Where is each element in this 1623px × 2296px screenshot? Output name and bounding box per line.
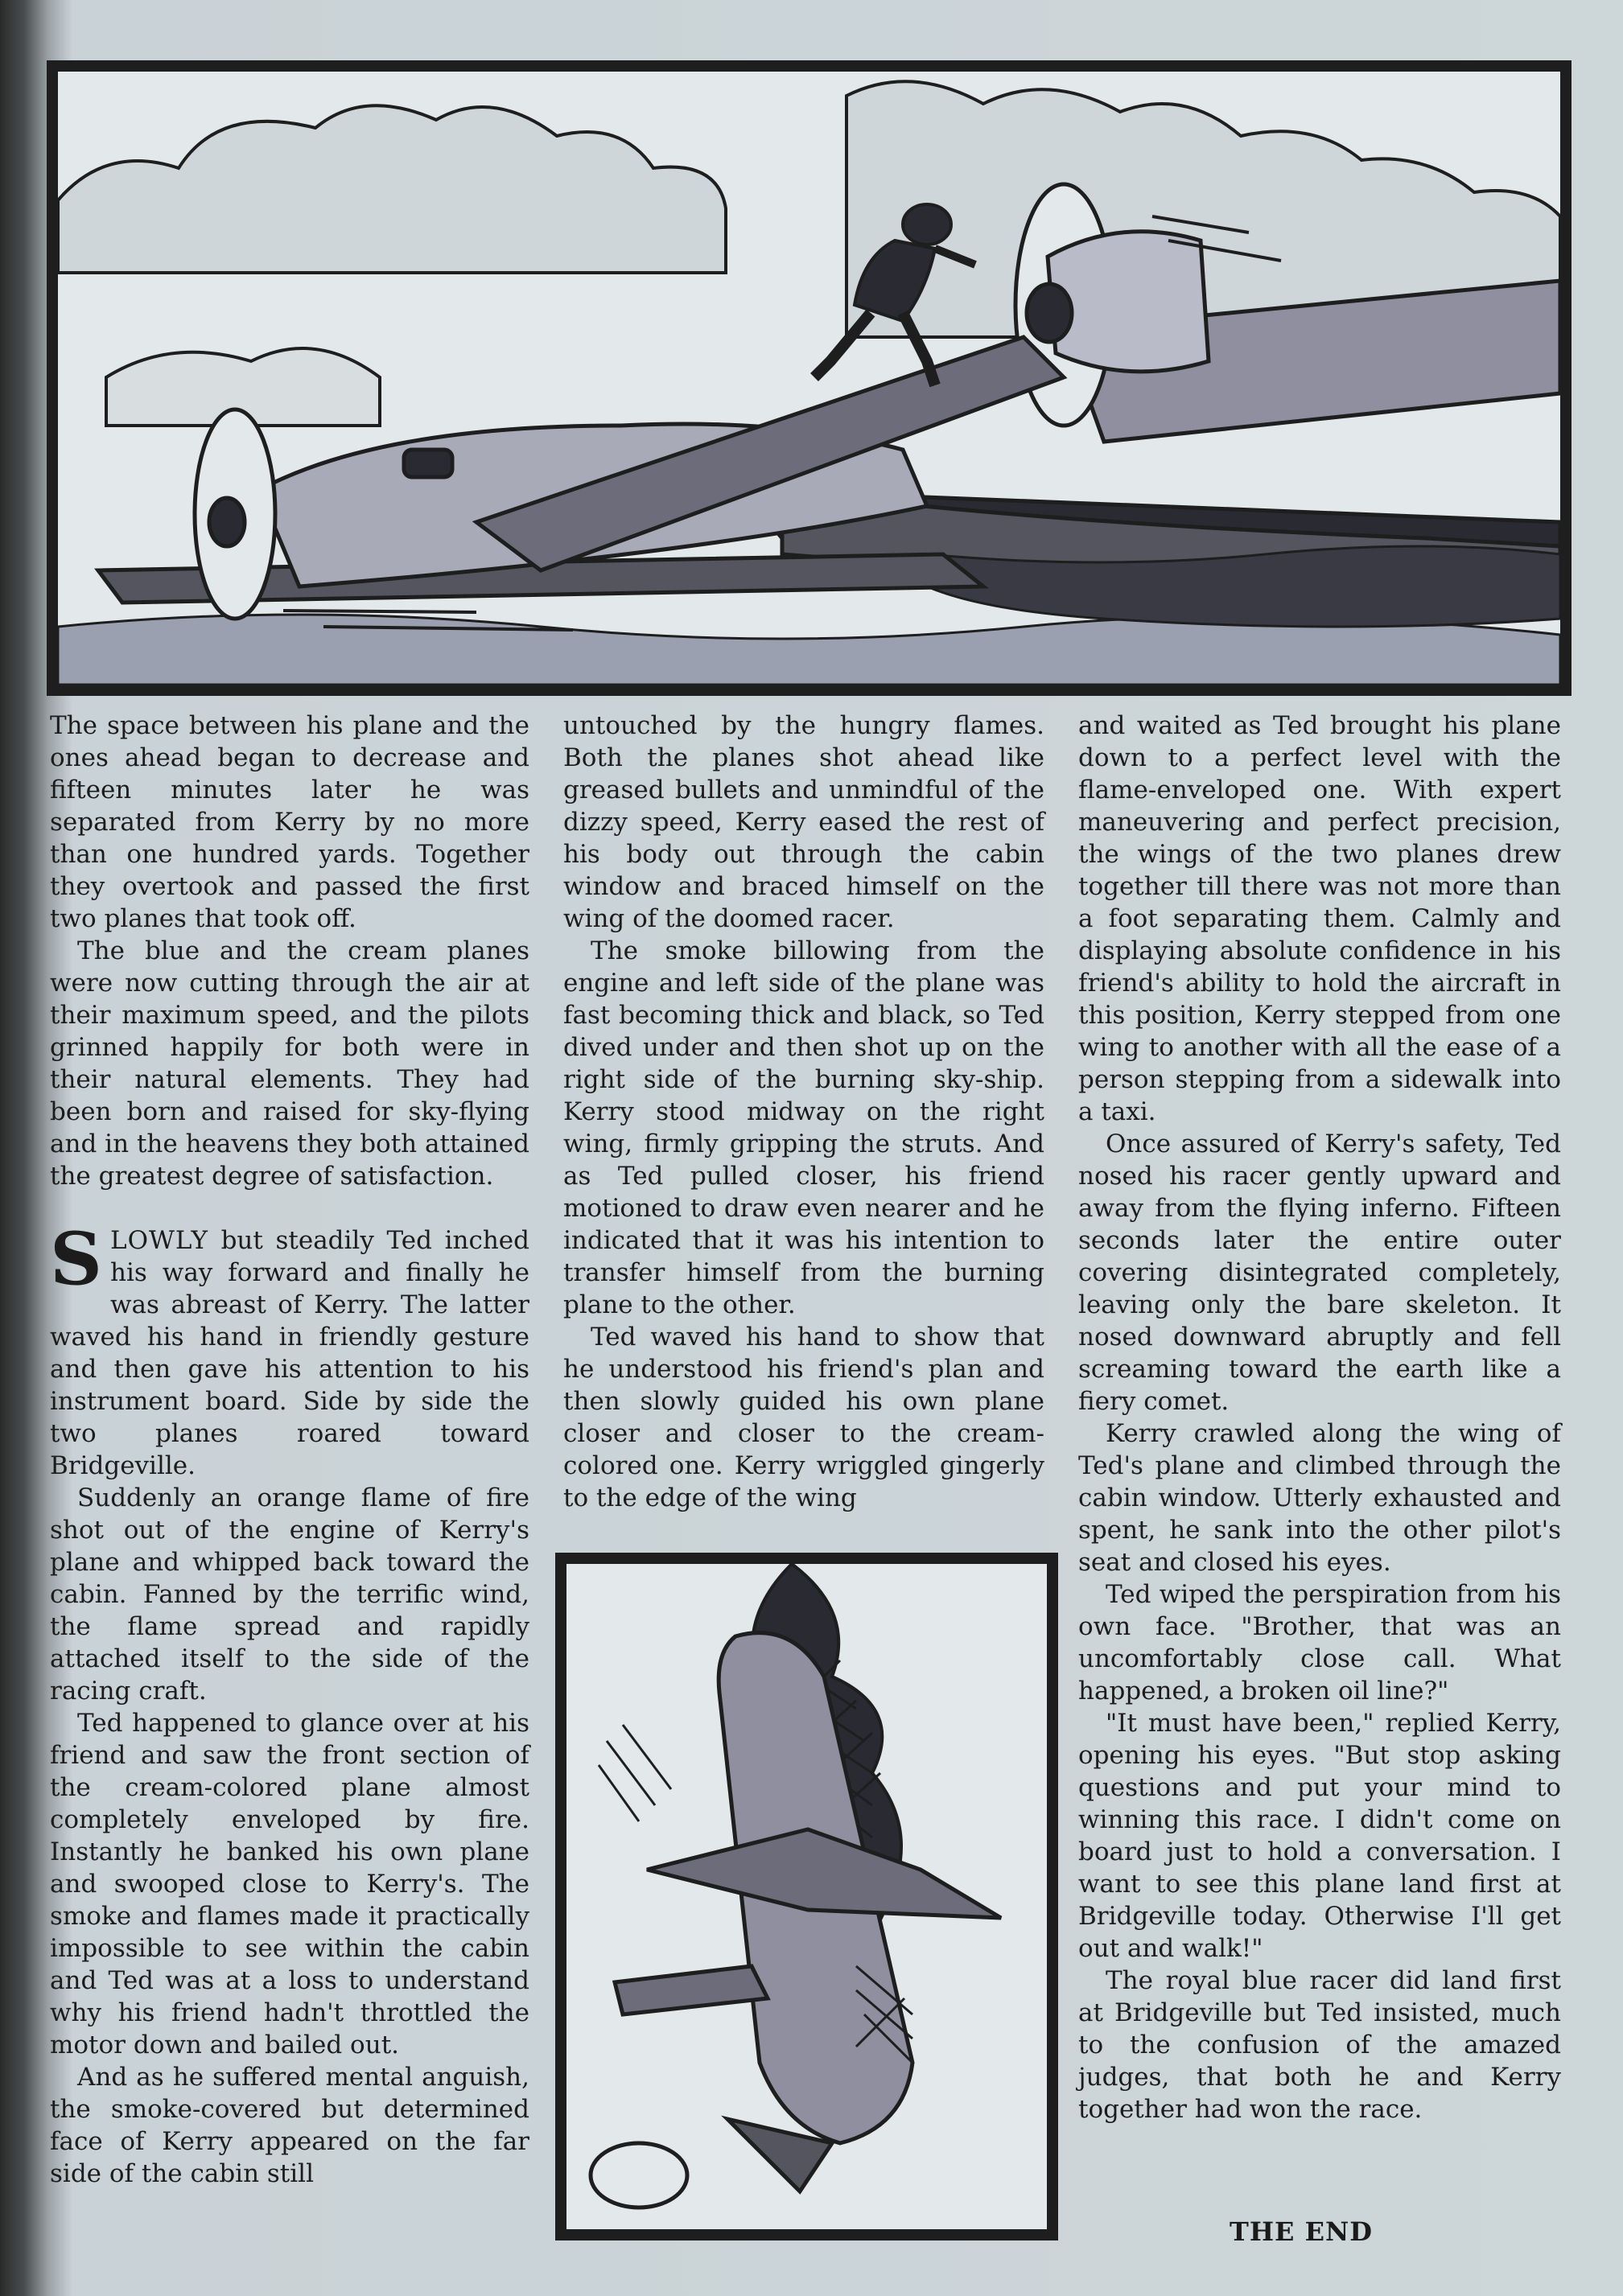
- story-ending: THE END: [1230, 2216, 1373, 2247]
- paragraph: The smoke billowing from the engine and left side of the plane was fast becoming thick and black, so Ted dived under and then shot up on the right side of the burning sky-ship. Kerry stood midway on the right wing, firmly gripping the struts. And as Ted pulled closer, his friend motioned to draw even nearer and he indicated that it was his intention to transfer himself from the burning plane to the other.: [563, 936, 1044, 1319]
- paragraph: The space between his plane and the ones ahead began to decrease and fifteen minutes later he was separated from Kerry by no more than one hundred yards. Together they overtook and passed the first two planes that took off.: [50, 711, 529, 933]
- paragraph: Ted waved his hand to show that he understood his friend's plan and then slowly guided his own plane closer and closer to the cream-colored one. Kerry wriggled gingerly to the edge of the wing: [563, 1323, 1044, 1512]
- paragraph: Ted wiped the perspiration from his own face. "Brother, that was an uncomfortably close call. What happened, a broken oil line?": [1078, 1580, 1561, 1706]
- paragraph: and waited as Ted brought his plane down to a perfect level with the flame-enveloped one. With expert maneuvering and perfect precision, the wings of the two planes drew together till there was not more than a foot separating them. Calmly and displaying absolute confidence in his friend's ability to hold the aircraft in this position, Kerry stepped from one wing to another with all the ease of a person stepping from a sidewalk into a taxi.: [1078, 711, 1561, 1126]
- paragraph: And as he suffered mental anguish, the smoke-covered but determined face of Kerry appeared on the far side of the cabin still: [50, 2063, 529, 2188]
- paragraph: The royal blue racer did land first at Bridgeville but Ted insisted, much to the confusion of the amazed judges, that both he and Kerry together had won the race.: [1078, 1966, 1561, 2124]
- paragraph: untouched by the hungry flames. Both the planes shot ahead like greased bullets and unmindful of the dizzy speed, Kerry eased the rest of his body out through the cabin window and braced himself on the wing of the doomed racer.: [563, 711, 1044, 933]
- paragraph: The blue and the cream planes were now cutting through the air at their maximum speed, and the pilots grinned happily for both were in their natural elements. They had been born and raised for sky-flying and in the heavens they both attained the greatest degree of satisfaction.: [50, 936, 529, 1191]
- paragraph-text: but steadily Ted inched his way forward and finally he was abreast of Kerry. The latter waved his hand in friendly gesture and then gave his attention to his instrument board. Side by side the two planes roared toward Bridgeville.: [50, 1226, 529, 1480]
- falling-plane-illustration: [566, 1564, 1047, 2229]
- two-planes-illustration: [58, 72, 1560, 685]
- paragraph: "It must have been," replied Kerry, opening his eyes. "But stop asking questions and put your mind to winning this race. I didn't come on board just to hold a conversation. I want to see this plane land first at Bridgeville today. Otherwise I'll get out and walk!": [1078, 1709, 1561, 1963]
- paragraph: Once assured of Kerry's safety, Ted nosed his racer gently upward and away from the flying inferno. Fifteen seconds later the entire outer covering disintegrated completely, leaving only the bare skeleton. It nosed downward abruptly and fell screaming toward the earth like a fiery comet.: [1078, 1129, 1561, 1416]
- text-column-3: [1078, 710, 1561, 2125]
- section-opening-paragraph: [50, 1216, 529, 1482]
- lead-word: LOWLY: [110, 1226, 208, 1255]
- paragraph: Suddenly an orange flame of fire shot out of the engine of Kerry's plane and whipped back toward the cabin. Fanned by the terrific wind, the flame spread and rapidly attached itself to the side of the racing craft.: [50, 1483, 529, 1706]
- text-column-1: [50, 710, 529, 2190]
- section-break: [50, 1192, 529, 1224]
- falling-plane-illustration-panel: [555, 1553, 1058, 2240]
- paragraph: Ted happened to glance over at his friend and saw the front section of the cream-colored plane almost completely enveloped by fire. Instantly he banked his own plane and swooped close to Kerry's. The smoke and flames made it practically impossible to see within the cabin and Ted was at a loss to understand why his friend hadn't throttled the motor down and bailed out.: [50, 1709, 529, 2059]
- text-column-2: [563, 710, 1044, 1514]
- paragraph: Kerry crawled along the wing of Ted's plane and climbed through the cabin window. Utterly exhausted and spent, he sank into the other pilot's seat and closed his eyes.: [1078, 1419, 1561, 1577]
- drop-cap: S: [50, 1216, 102, 1302]
- top-illustration-panel: [47, 60, 1572, 696]
